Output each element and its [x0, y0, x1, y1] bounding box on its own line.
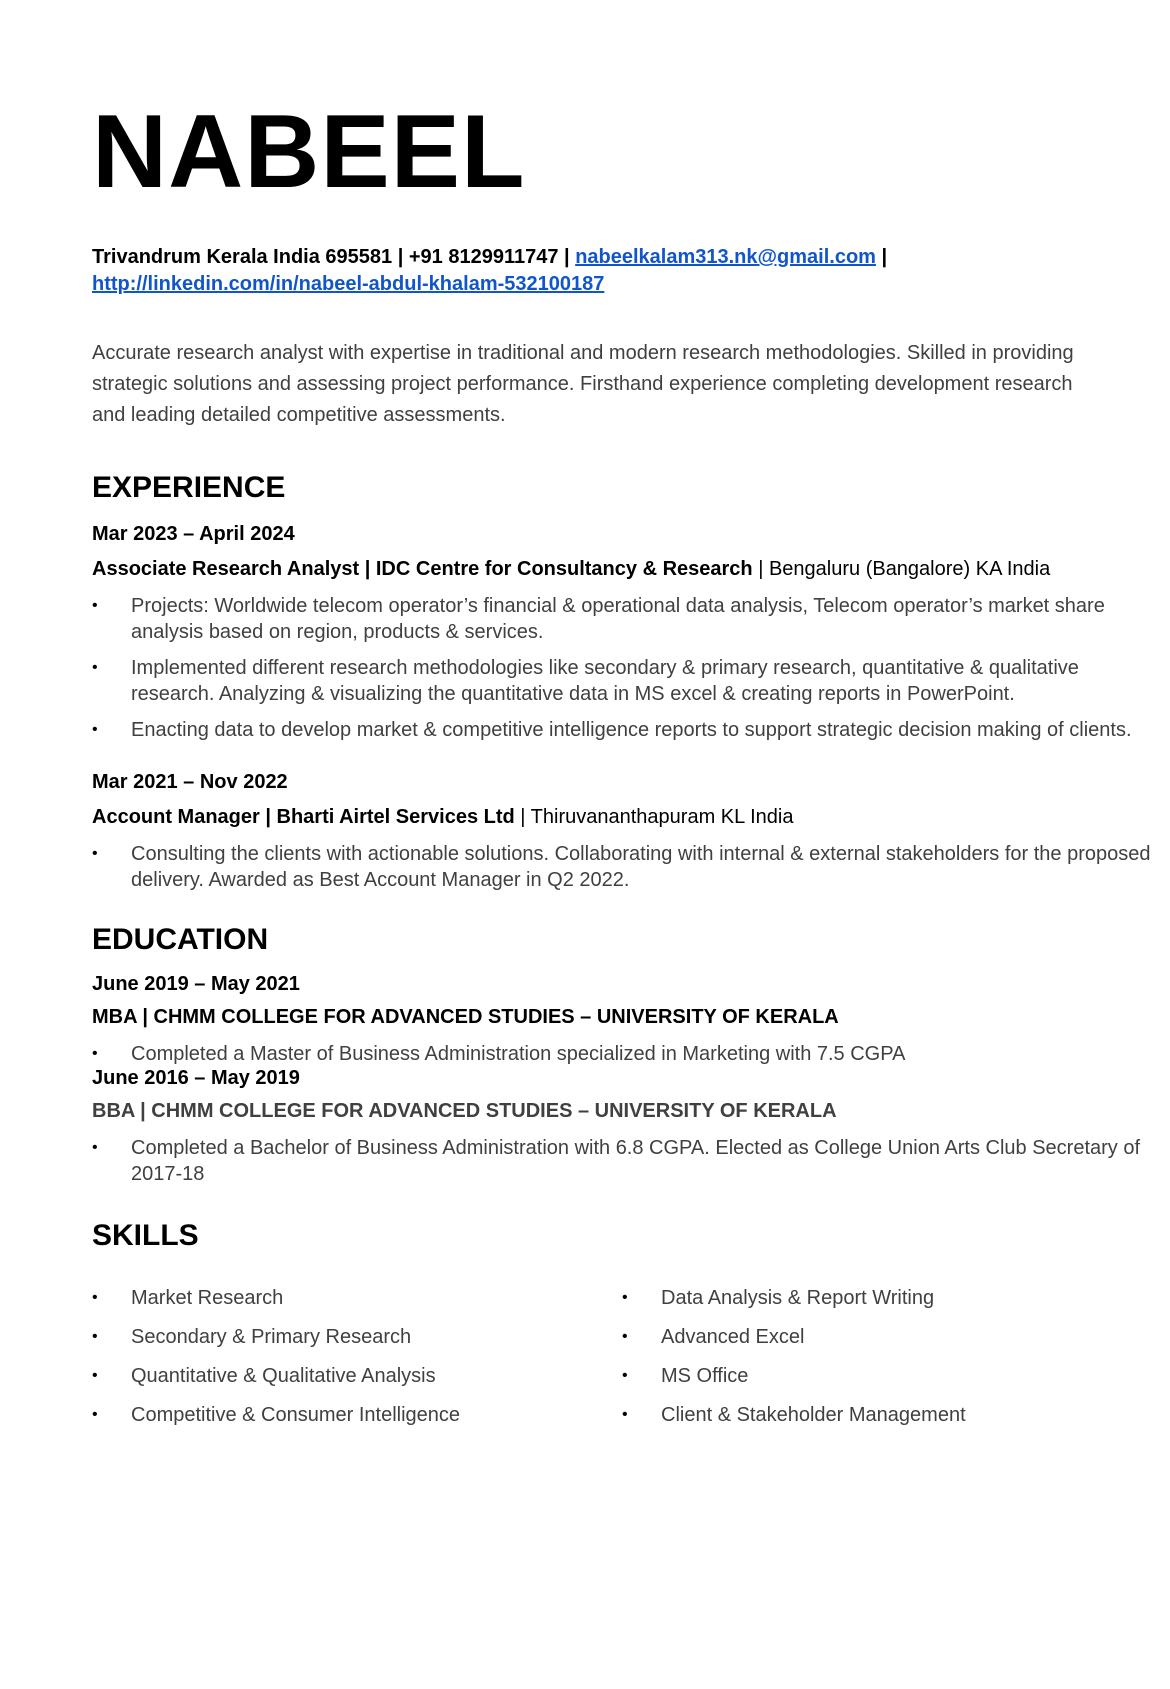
skill-item: • MS Office — [622, 1363, 1152, 1389]
linkedin-link[interactable]: http://linkedin.com/in/nabeel-abdul-khalam-532100187 — [92, 273, 605, 295]
education-1 — [92, 973, 1152, 1067]
job-location: | Bengaluru (Bangalore) KA India — [752, 558, 1051, 580]
email-link[interactable]: nabeelkalam313.nk@gmail.com — [575, 246, 876, 268]
contact-line — [92, 244, 1152, 298]
skills-left — [92, 1285, 622, 1441]
resume-page — [92, 94, 1152, 1441]
job-title: Account Manager | Bharti Airtel Services Ltd — [92, 806, 515, 828]
education-2 — [92, 1067, 1152, 1187]
summary: Accurate research analyst with expertise in traditional and modern research methodologies. Skilled in providing strategic solutions and assessing project performance. Firsthand experience completing development research and leading detailed competitive assessments. — [92, 342, 1074, 426]
education-degree: BBA | CHMM COLLEGE FOR ADVANCED STUDIES – UNIVERSITY OF KERALA — [92, 1100, 837, 1122]
list-item: • Enacting data to develop market & competitive intelligence reports to support strategic decision making of clients. — [92, 717, 1152, 743]
resume-name: NABEEL — [92, 94, 526, 210]
job-title: Associate Research Analyst | IDC Centre for Consultancy & Research — [92, 558, 753, 580]
education-dates: June 2016 – May 2019 — [92, 1067, 300, 1089]
skill-item: • Secondary & Primary Research — [92, 1324, 622, 1350]
experience-title: EXPERIENCE — [92, 471, 286, 504]
skill-item: • Competitive & Consumer Intelligence — [92, 1402, 622, 1428]
education-title: EDUCATION — [92, 923, 269, 956]
skill-item: • Quantitative & Qualitative Analysis — [92, 1363, 622, 1389]
skill-item: • Advanced Excel — [622, 1324, 1152, 1350]
list-item: • Consulting the clients with actionable solutions. Collaborating with internal & external stakeholders for the proposed delivery. Awarded as Best Account Manager in Q2 2022. — [92, 841, 1152, 893]
list-item: • Projects: Worldwide telecom operator’s financial & operational data analysis, Telecom operator’s market share analysis based on region, products & services. — [92, 593, 1152, 645]
list-item: • Completed a Bachelor of Business Administration with 6.8 CGPA. Elected as College Union Arts Club Secretary of 2017-18 — [92, 1135, 1152, 1187]
job-dates: Mar 2023 – April 2024 — [92, 523, 295, 545]
education-bullets — [92, 1135, 1152, 1187]
list-item: • Implemented different research methodologies like secondary & primary research, quantitative & qualitative research. Analyzing & visualizing the quantitative data in MS excel & creating reports in PowerPoint. — [92, 655, 1152, 707]
skills-grid — [92, 1285, 1152, 1441]
list-item: • Completed a Master of Business Administration specialized in Marketing with 7.5 CGPA — [92, 1041, 1152, 1067]
job-bullets — [92, 593, 1152, 743]
skills-right — [622, 1285, 1152, 1441]
education-bullets — [92, 1041, 1152, 1067]
education-degree: MBA | CHMM COLLEGE FOR ADVANCED STUDIES – UNIVERSITY OF KERALA — [92, 1006, 839, 1028]
job-role — [92, 558, 1152, 581]
contact-separator: | — [875, 246, 888, 268]
skill-item: • Data Analysis & Report Writing — [622, 1285, 1152, 1311]
location-phone: Trivandrum Kerala India 695581 | +91 8129911747 | — [92, 246, 576, 268]
skills-title: SKILLS — [92, 1219, 199, 1252]
education-dates: June 2019 – May 2021 — [92, 973, 300, 995]
job-dates: Mar 2021 – Nov 2022 — [92, 771, 288, 793]
job-2 — [92, 771, 1152, 893]
job-location: | Thiruvananthapuram KL India — [514, 806, 794, 828]
skill-item: • Market Research — [92, 1285, 622, 1311]
job-bullets — [92, 841, 1152, 893]
job-role — [92, 806, 1152, 829]
skill-item: • Client & Stakeholder Management — [622, 1402, 1152, 1428]
job-1 — [92, 523, 1152, 743]
